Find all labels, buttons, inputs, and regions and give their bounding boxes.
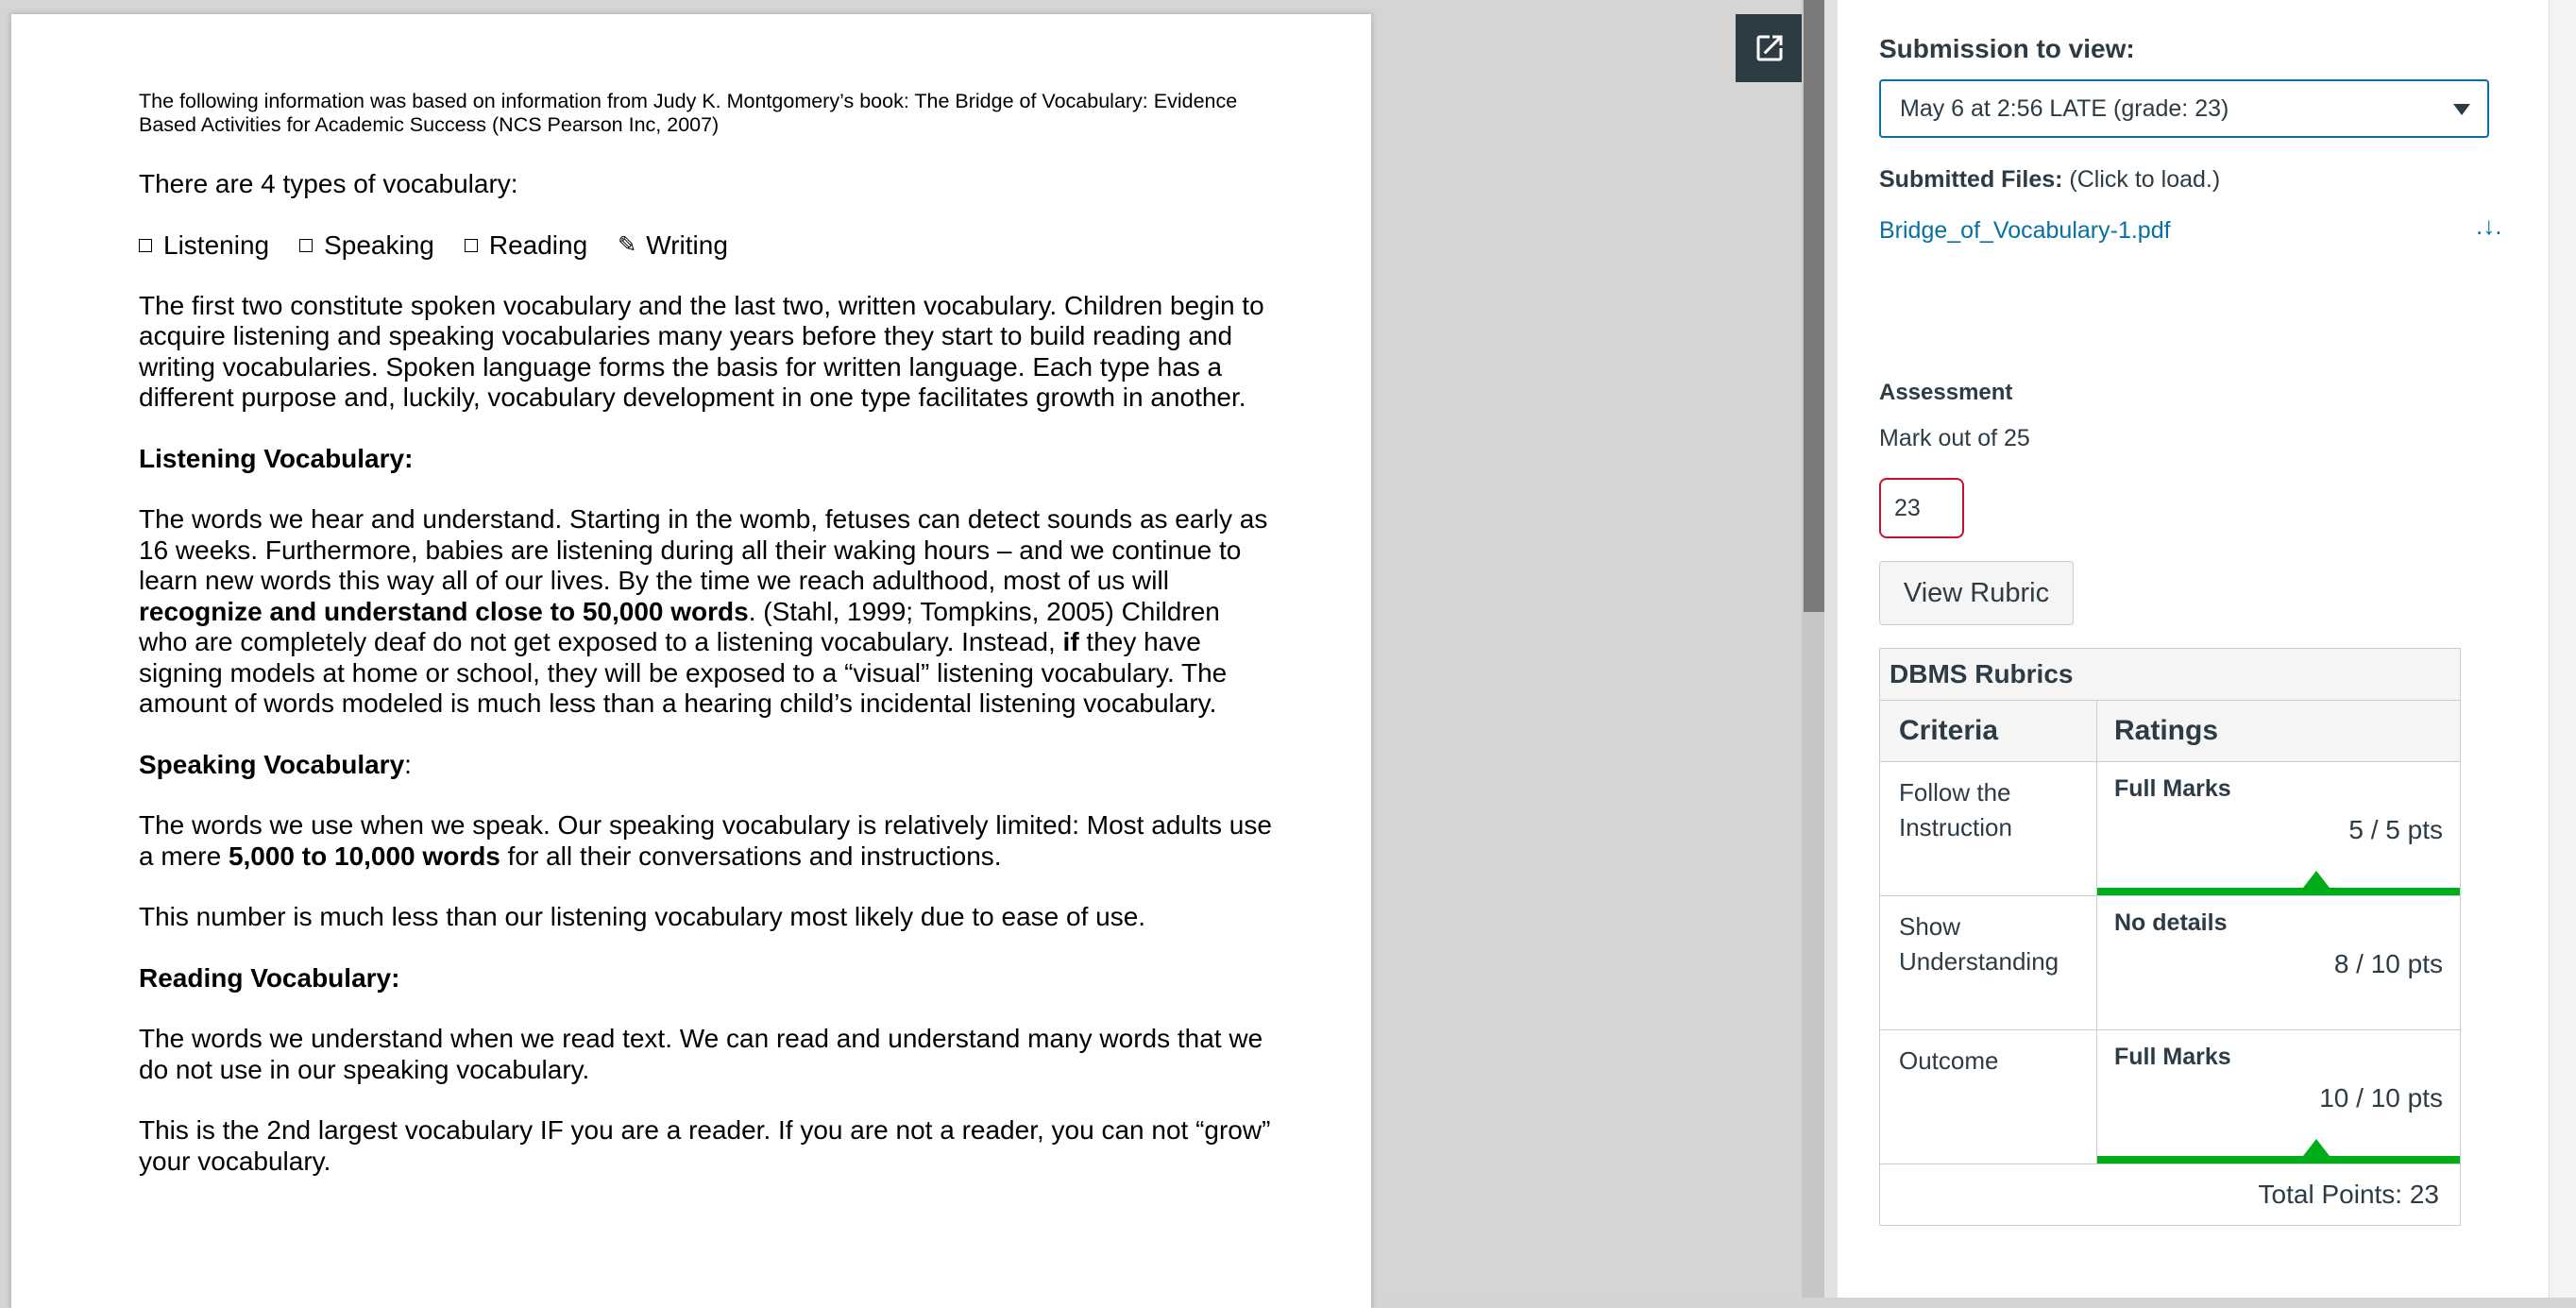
submission-select[interactable] [1879,79,2489,138]
reading-paragraph: The words we understand when we read text. We can read and understand many words that we do not use in our speaking vocabulary. [139,1024,1263,1084]
popout-button[interactable] [1736,14,1804,82]
ratings-header: Ratings [2114,715,2219,746]
criterion-name: Outcome [1880,1030,2097,1164]
sidebar-scrollbar[interactable] [2549,0,2576,1298]
type-listening: Listening [139,230,269,261]
listening-paragraph: The words we hear and understand. Starting in the womb, fetuses can detect sounds as early as 16 weeks. Furthermore, babies are listening during all their waking hours – and we continue to learn new words this way all of our lives. By the time we reach adulthood, most of us will recognize and understand close to 50,000 words. (Stahl, 1999; Tompkins, 2005) Children who are completely deaf do not get exposed to a listening vocabulary. Instead, if they have signing models at home or school, they will be exposed to a “visual” listening vocabulary. The amount of words modeled is much less than a hearing child’s incidental listening vocabulary. [139,504,1268,718]
rubric-title: DBMS Rubrics [1880,649,2460,701]
criterion-name: Follow the Instruction [1880,762,2097,895]
type-writing: ✎ Writing [618,229,728,260]
submitted-files-label: Submitted Files: (Click to load.) [1879,166,2221,193]
types-intro: There are 4 types of vocabulary: [139,169,518,198]
rating-bar [2097,888,2460,895]
speaking-paragraph: The words we use when we speak. Our speaking vocabulary is relatively limited: Most adults use a mere 5,000 to 10,000 words for all their conversations and instructions. [139,810,1272,871]
panel-resize-handle[interactable] [1824,0,1838,1298]
rubric-row [1880,762,2460,896]
pencil-icon: ✎ [618,231,637,258]
rating-bar [2097,1156,2460,1164]
criteria-header: Criteria [1880,701,2097,761]
selected-rating-marker [2303,871,2330,888]
selected-rating-marker [2303,1139,2330,1156]
rubric-row [1880,1030,2460,1164]
listening-heading: Listening Vocabulary: [139,443,414,473]
speaking-paragraph-2: This number is much less than our listening vocabulary most likely due to ease of use. [139,902,1146,931]
criterion-name: Show Understanding [1880,896,2097,1029]
document-page [11,14,1371,1308]
mark-out-of-label: Mark out of 25 [1879,425,2030,451]
checkbox-icon [139,239,152,252]
caret-down-icon [2453,104,2470,115]
speaking-heading: Speaking Vocabulary: [139,749,412,779]
rating-cell[interactable] [2097,762,2460,895]
grade-input[interactable]: 23 [1879,478,1964,538]
rubric-row [1880,896,2460,1030]
rating-cell[interactable] [2097,896,2460,1029]
submission-selected-value: May 6 at 2:56 LATE (grade: 23) [1900,94,2229,122]
reading-paragraph-2: This is the 2nd largest vocabulary IF you are a reader. If you are not a reader, you can not “grow” your vocabulary. [139,1115,1271,1176]
source-note: The following information was based on information from Judy K. Montgomery’s book: The Bridge of Vocabulary: Evidence Based Activities for Academic Success (NCS Pearson Inc, 2007) [139,90,1238,136]
intro-paragraph: The first two constitute spoken vocabulary and the last two, written vocabulary. Children begin to acquire listening and speaking vocabularies many years before they start to build reading and writing vocabularies. Spoken language forms the basis for written language. Each type has a different purpose and, luckily, vocabulary development in one type facilitates growth in another. [139,290,1264,412]
viewer-scrollbar-thumb[interactable] [1804,0,1824,612]
rating-points: 8 / 10 pts [2333,949,2443,978]
grading-sidebar [1838,0,2576,1298]
type-speaking: Speaking [299,230,434,261]
rating-points: 5 / 5 pts [2348,815,2443,844]
view-rubric-button[interactable]: View Rubric [1879,561,2074,625]
download-icon[interactable]: .↓. [2476,212,2502,240]
external-link-icon [1753,31,1787,65]
rating-name: Full Marks [2114,775,2231,802]
rubric-header-row [1880,701,2460,762]
rating-name: No details [2114,909,2228,936]
assessment-label: Assessment [1879,380,2013,405]
submitted-file-link[interactable]: Bridge_of_Vocabulary-1.pdf [1879,217,2171,244]
rubric-table [1879,648,2461,1226]
vocabulary-types [139,230,1272,261]
type-reading: Reading [465,230,587,261]
submission-label: Submission to view: [1879,34,2135,63]
reading-heading: Reading Vocabulary: [139,962,400,993]
checkbox-icon [465,239,478,252]
rating-cell[interactable] [2097,1030,2460,1164]
rubric-total: Total Points: 23 [2258,1180,2439,1209]
checkbox-icon [299,239,313,252]
rating-name: Full Marks [2114,1044,2231,1070]
rating-points: 10 / 10 pts [2319,1083,2443,1113]
